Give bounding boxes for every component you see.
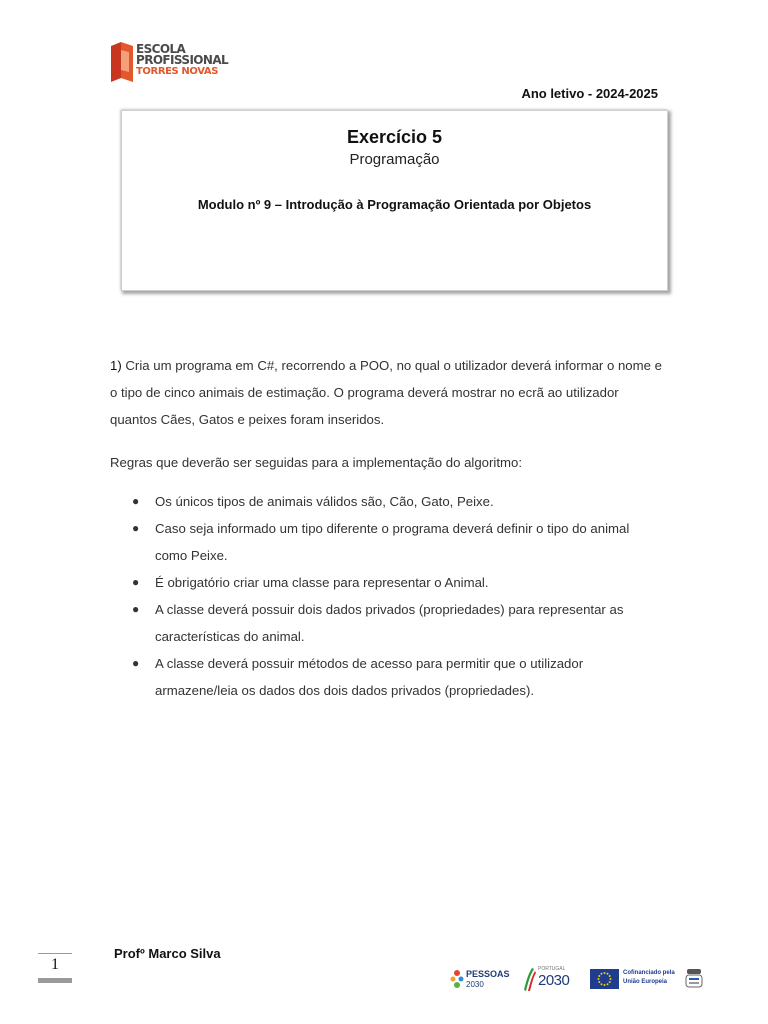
pessoas-year: 2030: [466, 980, 484, 989]
portugal-flag-stripes-icon: [522, 968, 536, 992]
exercise-number: 1): [110, 358, 122, 373]
page-number: 1: [51, 956, 59, 973]
logo-line-3: TORRES NOVAS: [136, 66, 219, 77]
portugal-year: 2030: [538, 972, 570, 989]
rule-text: É obrigatório criar uma classe para representar o Animal.: [155, 575, 489, 590]
bullet-icon: ●: [132, 575, 140, 589]
module-title: Modulo nº 9 – Introdução à Programação Orientada por Objetos: [197, 197, 592, 212]
page-number-box: [38, 953, 72, 983]
rule-text: Os únicos tipos de animais válidos são, Cão, Gato, Peixe.: [155, 494, 494, 509]
bullet-icon: ●: [132, 602, 140, 616]
rule-text: Caso seja informado um tipo diferente o programa deverá definir o tipo do animal como Peixe.: [155, 521, 630, 563]
republic-emblem-logo: [684, 966, 704, 994]
eu-line-2: União Europeia: [623, 979, 668, 985]
logo-line-2: PROFISSIONAL: [136, 53, 229, 67]
bullet-icon: ●: [132, 656, 140, 670]
rule-text: A classe deverá possuir dois dados privados (propriedades) para representar as características do animal.: [155, 602, 624, 644]
school-logo-emblem-icon: [109, 42, 135, 82]
exercise-subtitle: Programação: [349, 151, 440, 168]
title-box: [121, 110, 668, 291]
pessoas-name: PESSOAS: [466, 969, 510, 979]
exercise-content: [110, 352, 665, 704]
school-logo: [109, 42, 229, 82]
page-number-rule-top: [38, 953, 72, 954]
page-number-rule-bottom: [38, 978, 72, 983]
list-item: [110, 488, 665, 515]
school-year: Ano letivo - 2024-2025: [521, 86, 658, 101]
pessoas-2030-logo: [450, 966, 512, 994]
list-item: [110, 569, 665, 596]
rules-list: [110, 488, 665, 704]
school-logo-text: [136, 44, 228, 77]
author-name: Profº Marco Silva: [114, 946, 221, 961]
exercise-title: Exercício 5: [346, 127, 443, 147]
logo-line-1: ESCOLA: [136, 42, 186, 56]
exercise-statement: [110, 352, 665, 433]
eu-line-1: Cofinanciado pela: [623, 970, 675, 976]
eu-flag-icon: [590, 969, 619, 989]
list-item: [110, 596, 665, 650]
list-item: [110, 650, 665, 704]
bullet-icon: ●: [132, 521, 140, 535]
rule-text: A classe deverá possuir métodos de acesso para permitir que o utilizador armazene/leia os dados dos dois dados privados (propriedades).: [155, 656, 584, 698]
list-item: [110, 515, 665, 569]
rules-intro: Regras que deverão ser seguidas para a implementação do algoritmo:: [110, 455, 522, 470]
pessoas-figure-icon: [450, 969, 464, 991]
republic-emblem-icon: [684, 966, 704, 992]
exercise-text: Cria um programa em C#, recorrendo a POO, no qual o utilizador deverá informar o nome e o tipo de cinco animais de estimação. O programa deverá mostrar no ecrã ao utilizador quantos Cães, Gatos e peixes foram inseridos.: [110, 358, 662, 427]
bullet-icon: ●: [132, 494, 140, 508]
funding-logos: [450, 966, 710, 994]
eu-stars-icon: [590, 969, 619, 989]
portugal-2030-logo: [522, 966, 578, 994]
portugal-small-text: PORTUGAL: [538, 966, 566, 972]
eu-cofunded-logo: [590, 966, 682, 994]
